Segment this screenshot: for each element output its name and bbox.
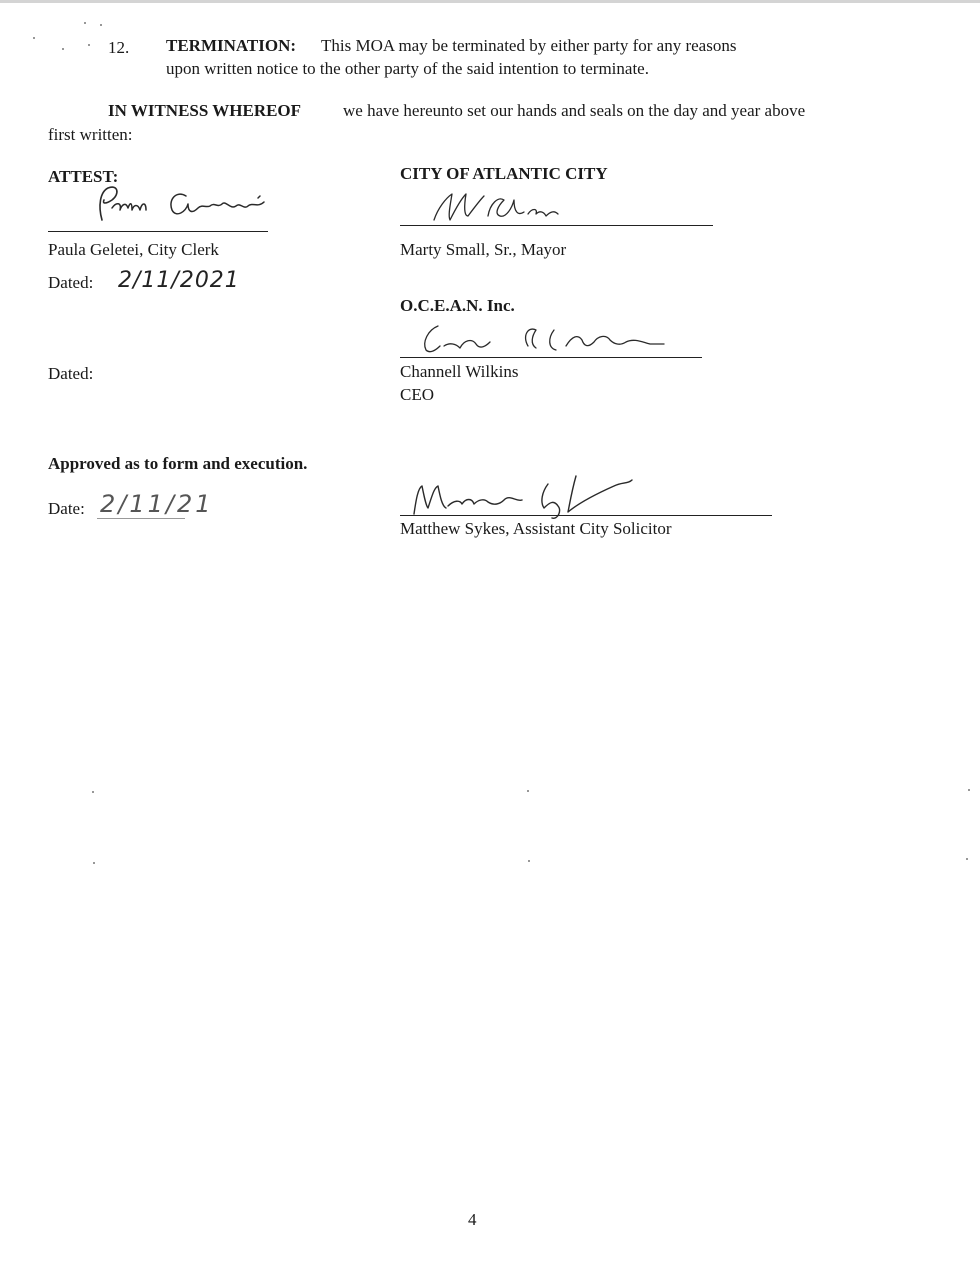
scan-speck: [966, 858, 968, 860]
clerk-name-title: Paula Geletei, City Clerk: [48, 240, 219, 259]
scan-speck: [93, 862, 95, 864]
mayor-signature: [428, 186, 578, 230]
section-number: 12.: [108, 38, 130, 57]
scan-speck: [528, 860, 530, 862]
solicitor-signature-line: [400, 515, 772, 516]
clerk-dated-value: 2/11/2021: [118, 268, 240, 293]
termination-line-2: upon written notice to the other party of the said intention to terminate.: [166, 59, 649, 78]
termination-heading: TERMINATION:: [166, 36, 297, 55]
ceo-title: CEO: [400, 385, 434, 404]
mayor-name-title: Marty Small, Sr., Mayor: [400, 240, 567, 259]
attest-label: ATTEST:: [48, 167, 119, 186]
approval-heading: Approved as to form and execution.: [48, 454, 308, 473]
approval-date-line: [97, 518, 185, 519]
termination-line-1: This MOA may be terminated by either party for any reasons: [321, 36, 737, 55]
page-number: 4: [468, 1210, 477, 1229]
city-heading: CITY OF ATLANTIC CITY: [400, 164, 608, 183]
scan-speck: [92, 791, 94, 793]
witness-line-1: we have hereunto set our hands and seals on the day and year above: [343, 101, 806, 120]
ceo-signature-line: [400, 357, 702, 358]
mayor-signature-line: [400, 225, 713, 226]
witness-lead: IN WITNESS WHEREOF: [108, 101, 302, 120]
ceo-signature: [416, 316, 676, 358]
ceo-name: Channell Wilkins: [400, 362, 519, 381]
solicitor-name-title: Matthew Sykes, Assistant City Solicitor: [400, 519, 672, 538]
witness-line-2: first written:: [48, 125, 133, 144]
clerk-signature-line: [48, 231, 268, 232]
ocean-heading: O.C.E.A.N. Inc.: [400, 296, 515, 315]
clerk-signature: [88, 180, 278, 230]
scan-speck: [84, 22, 86, 24]
ocean-dated-label: Dated:: [48, 364, 94, 383]
scan-speck: [100, 24, 102, 26]
scan-speck: [33, 37, 35, 39]
clerk-dated-label: Dated:: [48, 273, 94, 292]
approval-date-label: Date:: [48, 499, 85, 518]
approval-date-value: 2/11/21: [100, 490, 214, 518]
scan-speck: [88, 44, 90, 46]
scan-speck: [62, 48, 64, 50]
scan-speck: [968, 789, 970, 791]
scan-speck: [527, 790, 529, 792]
page-top-border: [0, 0, 980, 3]
